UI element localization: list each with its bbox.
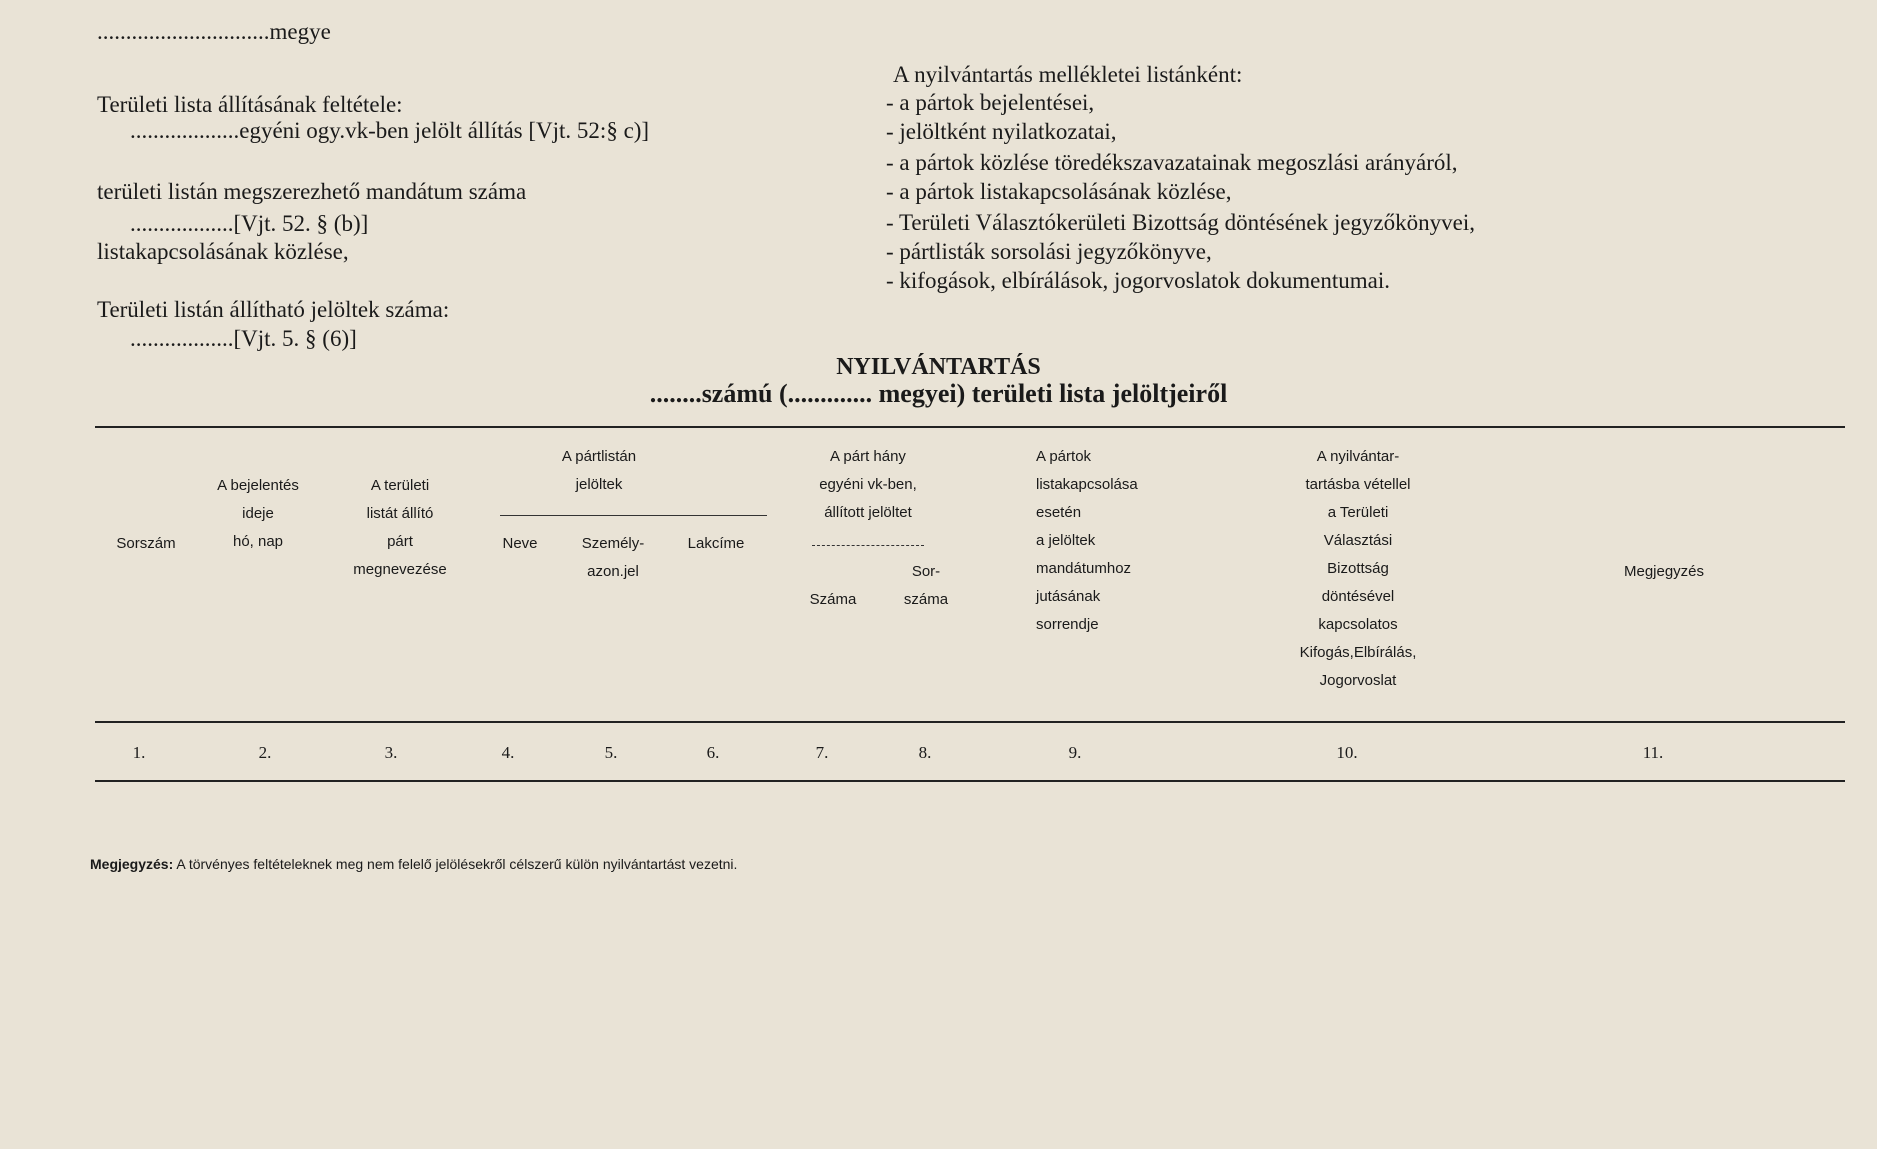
col-header-remark: Megjegyzés — [1623, 563, 1705, 580]
group-rule-party-list — [500, 515, 767, 516]
candidates-title: Területi listán állítható jelöltek száma: — [97, 297, 450, 322]
col-number: 8. — [918, 743, 932, 762]
col-number: 5. — [604, 743, 618, 762]
attachment-item: - a pártok listakapcsolásának közlése, — [886, 179, 1232, 204]
col-header-list-coupling: A pártok listakapcsolása esetén a jelöltek mandátumhoz jutásának sorrendje — [1036, 448, 1138, 633]
table-bottom-rule — [95, 780, 1845, 782]
footnote-text: A törvényes feltételeknek meg nem felelő jelölésekről célszerű külön nyilvántartást vezetni. — [173, 856, 738, 872]
group-rule-individual — [812, 545, 924, 546]
attachment-item: - jelöltként nyilatkozatai, — [886, 119, 1117, 144]
condition-title: Területi lista állításának feltétele: — [97, 92, 403, 117]
attachments-title: A nyilvántartás mellékletei listánként: — [893, 62, 1243, 87]
attachment-item: - kifogások, elbírálások, jogorvoslatok dokumentumai. — [886, 268, 1390, 293]
county-line: ..............................megye — [97, 19, 331, 44]
col-header-sorszam: Sorszám — [116, 535, 176, 552]
col-number: 3. — [384, 743, 398, 762]
group-header-party-list: A pártlistán jelöltek — [561, 448, 637, 493]
col-number: 7. — [815, 743, 829, 762]
col-number: 2. — [258, 743, 272, 762]
table-header-rule — [95, 721, 1845, 723]
attachment-item: - a pártok bejelentései, — [886, 90, 1095, 115]
mandate-extra: listakapcsolásának közlése, — [97, 239, 349, 264]
col-number: 6. — [706, 743, 720, 762]
footnote-label: Megjegyzés: — [90, 856, 174, 872]
col-number: 10. — [1336, 743, 1358, 762]
col-header-count: Száma — [809, 591, 857, 608]
register-title: NYILVÁNTARTÁS — [836, 354, 1041, 380]
group-header-individual: A párt hány egyéni vk-ben, állított jelöltet — [819, 448, 917, 521]
col-number: 4. — [501, 743, 515, 762]
col-header-objection: A nyilvántar- tartásba vétellel a Területi Választási Bizottság döntésével kapcsolatos Kifogás,Elbírálás, Jogorvoslat — [1299, 448, 1417, 689]
col-number: 11. — [1642, 743, 1664, 762]
col-number: 1. — [132, 743, 146, 762]
attachment-item: - pártlisták sorsolási jegyzőkönyve, — [886, 239, 1212, 264]
register-subtitle: ........számú (............. megyei) területi lista jelöltjeiről — [649, 379, 1228, 408]
col-header-order: Sor- száma — [903, 563, 949, 608]
attachment-item: - a pártok közlése töredékszavazatainak megoszlási arányáról, — [886, 150, 1458, 175]
condition-line: ...................egyéni ogy.vk-ben jelölt állítás [Vjt. 52:§ c)] — [130, 118, 650, 143]
mandate-line: ..................[Vjt. 52. § (b)] — [130, 211, 369, 236]
col-header-name: Neve — [502, 535, 538, 552]
col-header-party: A területi listát állító párt megnevezése — [353, 477, 447, 578]
col-number: 9. — [1068, 743, 1082, 762]
footnote — [90, 856, 737, 872]
mandate-title: területi listán megszerezhető mandátum száma — [97, 179, 527, 204]
attachment-item: - Területi Választókerületi Bizottság döntésének jegyzőkönyvei, — [886, 210, 1475, 235]
col-header-address: Lakcíme — [687, 535, 745, 552]
col-header-date: A bejelentés ideje hó, nap — [217, 477, 299, 550]
candidates-line: ..................[Vjt. 5. § (6)] — [130, 326, 357, 351]
table-top-rule — [95, 426, 1845, 428]
col-header-id: Személy- azon.jel — [581, 535, 645, 580]
